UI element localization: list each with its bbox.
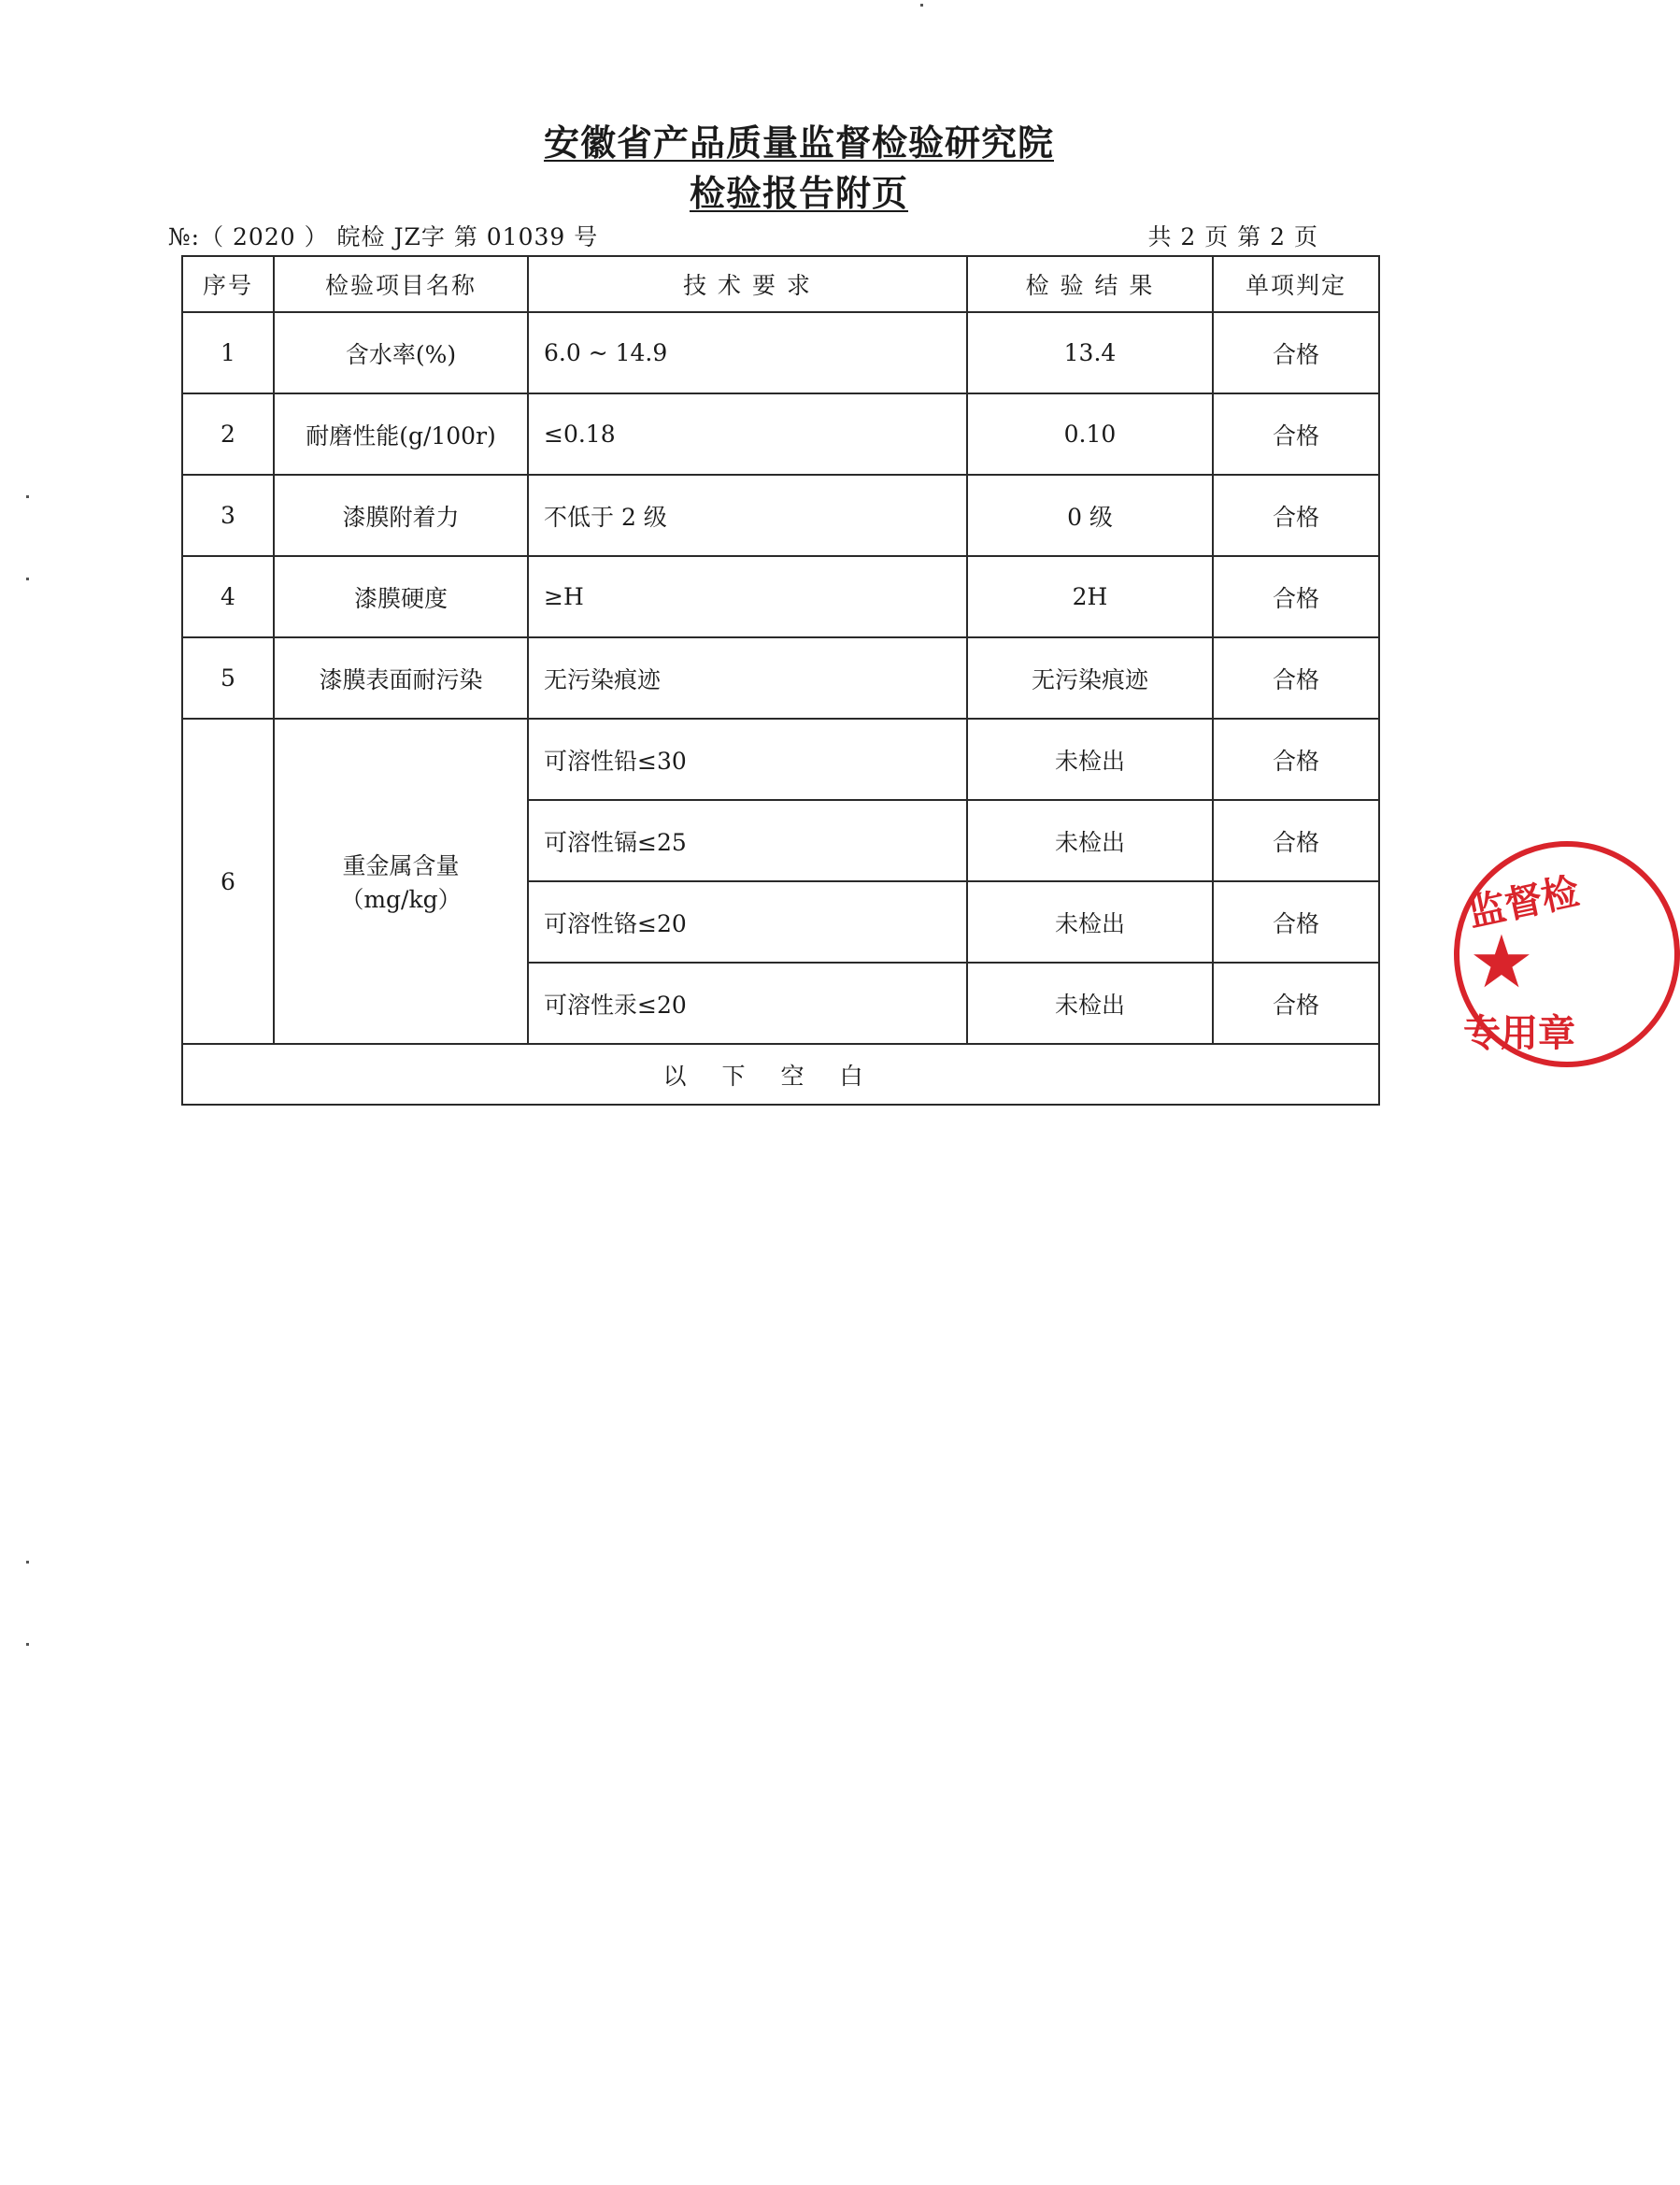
technical-requirement: ≤0.18 bbox=[528, 393, 967, 475]
test-result: 2H bbox=[967, 556, 1213, 637]
verdict: 合格 bbox=[1213, 881, 1379, 963]
technical-requirement: 不低于 2 级 bbox=[528, 475, 967, 556]
report-number: №:（ 2020 ） 皖检 JZ字 第 01039 号 bbox=[168, 223, 599, 250]
column-header-result: 检 验 结 果 bbox=[967, 256, 1213, 312]
page-count: 共 2 页 第 2 页 bbox=[1147, 223, 1318, 250]
test-item: 含水率(%) bbox=[274, 312, 528, 393]
organization-title: 安徽省产品质量监督检验研究院 bbox=[543, 121, 1054, 164]
test-result: 无污染痕迹 bbox=[967, 637, 1213, 719]
row-number: 5 bbox=[182, 637, 274, 719]
test-item-heavy-metals bbox=[274, 719, 528, 1044]
test-item: 耐磨性能(g/100r) bbox=[274, 393, 528, 475]
test-result: 0 级 bbox=[967, 475, 1213, 556]
column-header-item: 检验项目名称 bbox=[274, 256, 528, 312]
scan-mark bbox=[920, 4, 923, 7]
test-result: 未检出 bbox=[967, 800, 1213, 881]
table-row bbox=[182, 556, 1379, 637]
technical-requirement: 可溶性汞≤20 bbox=[528, 963, 967, 1044]
official-seal-stamp bbox=[1454, 841, 1680, 1067]
verdict: 合格 bbox=[1213, 719, 1379, 800]
technical-requirement: ≥H bbox=[528, 556, 967, 637]
table-row bbox=[182, 393, 1379, 475]
table-row bbox=[182, 719, 1379, 800]
scan-mark bbox=[26, 1561, 29, 1564]
technical-requirement: 可溶性铅≤30 bbox=[528, 719, 967, 800]
verdict: 合格 bbox=[1213, 963, 1379, 1044]
test-item: 漆膜硬度 bbox=[274, 556, 528, 637]
star-icon: ★ bbox=[1469, 921, 1534, 1005]
table-row bbox=[182, 312, 1379, 393]
test-result: 未检出 bbox=[967, 881, 1213, 963]
table-row bbox=[182, 637, 1379, 719]
verdict: 合格 bbox=[1213, 637, 1379, 719]
verdict: 合格 bbox=[1213, 800, 1379, 881]
verdict: 合格 bbox=[1213, 556, 1379, 637]
seal-bottom-text: 专用章 bbox=[1463, 1012, 1575, 1055]
scan-mark bbox=[26, 578, 29, 580]
row-number: 6 bbox=[182, 719, 274, 1044]
test-result: 未检出 bbox=[967, 963, 1213, 1044]
row-number: 2 bbox=[182, 393, 274, 475]
blank-below-note: 以下空白 bbox=[182, 1044, 1379, 1105]
scan-mark bbox=[26, 1643, 29, 1646]
table-header-row bbox=[182, 256, 1379, 312]
row-number: 3 bbox=[182, 475, 274, 556]
technical-requirement: 可溶性铬≤20 bbox=[528, 881, 967, 963]
document-title: 检验报告附页 bbox=[689, 172, 908, 214]
test-item: 漆膜附着力 bbox=[274, 475, 528, 556]
table-row bbox=[182, 475, 1379, 556]
row-number: 1 bbox=[182, 312, 274, 393]
test-result: 未检出 bbox=[967, 719, 1213, 800]
test-item: 漆膜表面耐污染 bbox=[274, 637, 528, 719]
column-header-requirement: 技 术 要 求 bbox=[528, 256, 967, 312]
seal-top-text: 监督检 bbox=[1464, 869, 1584, 935]
test-result: 13.4 bbox=[967, 312, 1213, 393]
test-item-line1: 重金属含量 bbox=[342, 852, 460, 879]
technical-requirement: 无污染痕迹 bbox=[528, 637, 967, 719]
row-number: 4 bbox=[182, 556, 274, 637]
test-item-unit: （mg/kg） bbox=[340, 886, 462, 913]
technical-requirement: 6.0 ~ 14.9 bbox=[528, 312, 967, 393]
verdict: 合格 bbox=[1213, 393, 1379, 475]
test-result: 0.10 bbox=[967, 393, 1213, 475]
table-footer-row bbox=[182, 1044, 1379, 1105]
inspection-results-table bbox=[181, 255, 1380, 1106]
column-header-verdict: 单项判定 bbox=[1213, 256, 1379, 312]
verdict: 合格 bbox=[1213, 475, 1379, 556]
column-header-no: 序号 bbox=[182, 256, 274, 312]
technical-requirement: 可溶性镉≤25 bbox=[528, 800, 967, 881]
verdict: 合格 bbox=[1213, 312, 1379, 393]
scan-mark bbox=[26, 495, 29, 498]
